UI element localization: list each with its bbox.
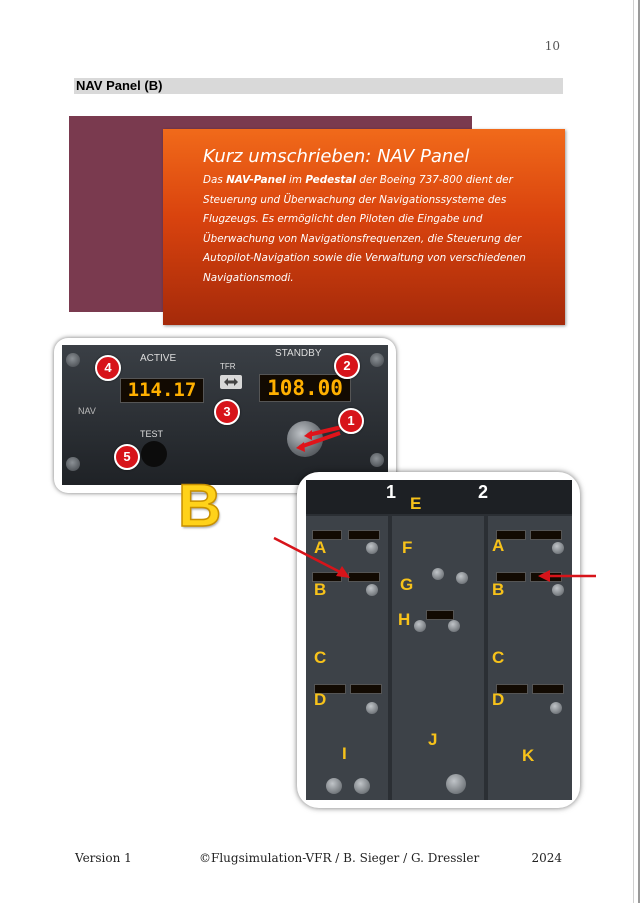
pedestal-display <box>426 610 454 620</box>
pedestal-knob <box>432 568 444 580</box>
screw <box>370 453 384 467</box>
page-edge-inner <box>633 0 634 903</box>
pedestal-display <box>350 684 382 694</box>
pedestal-knob <box>354 778 370 794</box>
nav-panel-photo <box>62 345 388 485</box>
pedestal-letter-e: E <box>410 494 422 513</box>
pedestal-display <box>532 684 564 694</box>
pedestal-letter-a-left: A <box>314 538 327 557</box>
nav-label: NAV <box>78 406 96 416</box>
pedestal-letter-k: K <box>522 746 535 765</box>
pedestal-number-2: 2 <box>478 482 489 502</box>
page-number: 10 <box>544 39 560 53</box>
pedestal-knob <box>366 702 378 714</box>
pedestal-letter-b-left: B <box>314 580 327 599</box>
pedestal-letter-b-right: B <box>492 580 505 599</box>
active-frequency-display: 114.17 <box>120 378 204 403</box>
pedestal-letter-c-right: C <box>492 648 505 667</box>
test-label: TEST <box>140 429 164 439</box>
pedestal-knob <box>448 620 460 632</box>
callout-badge-1: 1 <box>338 408 364 434</box>
summary-bold-nav-panel: NAV-Panel <box>226 174 286 186</box>
pedestal-knob <box>414 620 426 632</box>
pedestal-center-column <box>392 516 484 800</box>
pedestal-letter-g: G <box>400 575 414 594</box>
swap-arrows-icon <box>223 377 239 387</box>
tfr-label: TFR <box>220 362 236 371</box>
pedestal-top-area <box>306 480 572 514</box>
pedestal-letter-a-right: A <box>492 536 505 555</box>
pedestal-letter-j: J <box>428 730 438 749</box>
pedestal-photo <box>306 480 572 800</box>
footer-copyright: ©Flugsimulation-VFR / B. Sieger / G. Dressler <box>199 851 480 865</box>
pedestal-letter-f: F <box>402 538 413 557</box>
active-label: ACTIVE <box>140 353 177 364</box>
footer-version: Version 1 <box>75 851 132 865</box>
pedestal-letter-i: I <box>342 744 347 763</box>
screw <box>370 353 384 367</box>
screw <box>66 353 80 367</box>
pedestal-knob <box>326 778 342 794</box>
summary-bold-pedestal: Pedestal <box>305 174 356 186</box>
pedestal-knob <box>550 702 562 714</box>
pedestal-letter-d-left: D <box>314 690 327 709</box>
pointer-arrow-left-icon <box>268 534 358 584</box>
summary-title: Kurz umschrieben: NAV Panel <box>203 146 470 167</box>
summary-text: Das NAV-Panel im Pedestal der Boeing 737-800 dient der Steuerung und Überwachung der Navigationssysteme des Flugzeugs. Es ermöglicht den Piloten die Eingabe und Überwachung von Navigationsfrequenzen, die Steuerung der Autopilot-Navigation sowie die Verwaltung von verschiedenen Navigationsmodi. <box>203 174 526 284</box>
section-title: NAV Panel (B) <box>76 78 163 93</box>
pedestal-letter-d-right: D <box>492 690 505 709</box>
pedestal-knob <box>366 584 378 596</box>
pedestal-display <box>530 530 562 540</box>
callout-badge-5: 5 <box>114 444 140 470</box>
pedestal-letter-h: H <box>398 610 411 629</box>
screw <box>66 457 80 471</box>
standby-frequency-display: 108.00 <box>259 374 351 402</box>
footer-year: 2024 <box>531 851 562 865</box>
pedestal-knob <box>366 542 378 554</box>
pedestal-knob <box>456 572 468 584</box>
pointer-arrow-right-icon <box>534 564 600 588</box>
test-button <box>141 441 167 467</box>
callout-badge-2: 2 <box>334 353 360 379</box>
callout-badge-3: 3 <box>214 399 240 425</box>
pedestal-letter-c-left: C <box>314 648 327 667</box>
callout-badge-4: 4 <box>95 355 121 381</box>
pedestal-knob <box>552 542 564 554</box>
section-letter-b: B <box>178 472 222 539</box>
transfer-button <box>220 375 242 389</box>
pedestal-knob <box>446 774 466 794</box>
pedestal-number-1: 1 <box>386 482 397 502</box>
standby-label: STANDBY <box>275 348 322 359</box>
